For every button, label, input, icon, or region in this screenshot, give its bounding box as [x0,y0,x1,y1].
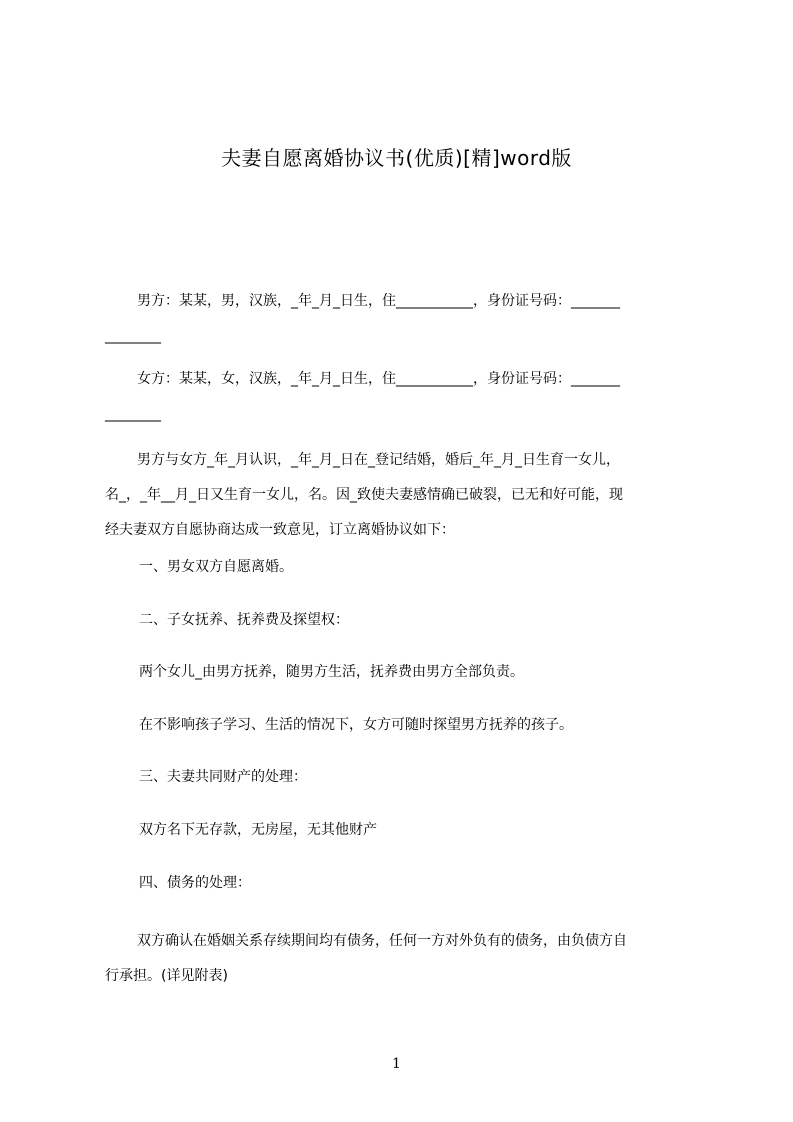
background-line-1: 男方与女方_年_月认识，_年_月_日在_登记结婚，婚后_年_月_日生育一女儿， [137,452,620,468]
clause-4-debts [105,924,701,994]
husband-info-line-1: 男方：某某，男，汉族，_年_月_日生，住___________，身份证号码：_______ [137,293,620,309]
husband-info-line-2: ________ [105,328,161,344]
background-paragraph [105,443,701,548]
clause-2-custody: 两个女儿_由男方抚养，随男方生活，抚养费由男方全部负责。 [139,664,524,680]
husband-info-paragraph [105,284,701,354]
clause-4-debts-line-1: 双方确认在婚姻关系存续期间均有债务，任何一方对外负有的债务，由负债方自 [137,933,627,949]
document-title: 夫妻自愿离婚协议书(优质)[精]word版 [221,146,572,170]
wife-info-line-1: 女方：某某，女，汉族，_年_月_日生，住___________，身份证号码：_______ [137,371,620,387]
background-line-3: 经夫妻双方自愿协商达成一致意见，订立离婚协议如下： [105,522,455,538]
clause-2-visitation: 在不影响孩子学习、生活的情况下，女方可随时探望男方抚养的孩子。 [139,717,573,733]
wife-info-line-2: ________ [105,406,161,422]
wife-info-paragraph [105,362,701,432]
clause-4-debts-line-2: 行承担。(详见附表) [105,968,228,984]
clause-3-property: 双方名下无存款，无房屋，无其他财产 [139,822,377,838]
clause-2-heading: 二、子女抚养、抚养费及探望权： [139,612,349,628]
background-line-2: 名_，_年__月_日又生育一女儿，名。因_致使夫妻感情确已破裂，已无和好可能，现 [105,487,623,503]
clause-4-heading: 四、债务的处理： [139,875,251,891]
clause-3-heading: 三、夫妻共同财产的处理： [139,769,307,785]
page-number: 1 [392,1056,401,1072]
clause-1: 一、男女双方自愿离婚。 [139,559,293,575]
